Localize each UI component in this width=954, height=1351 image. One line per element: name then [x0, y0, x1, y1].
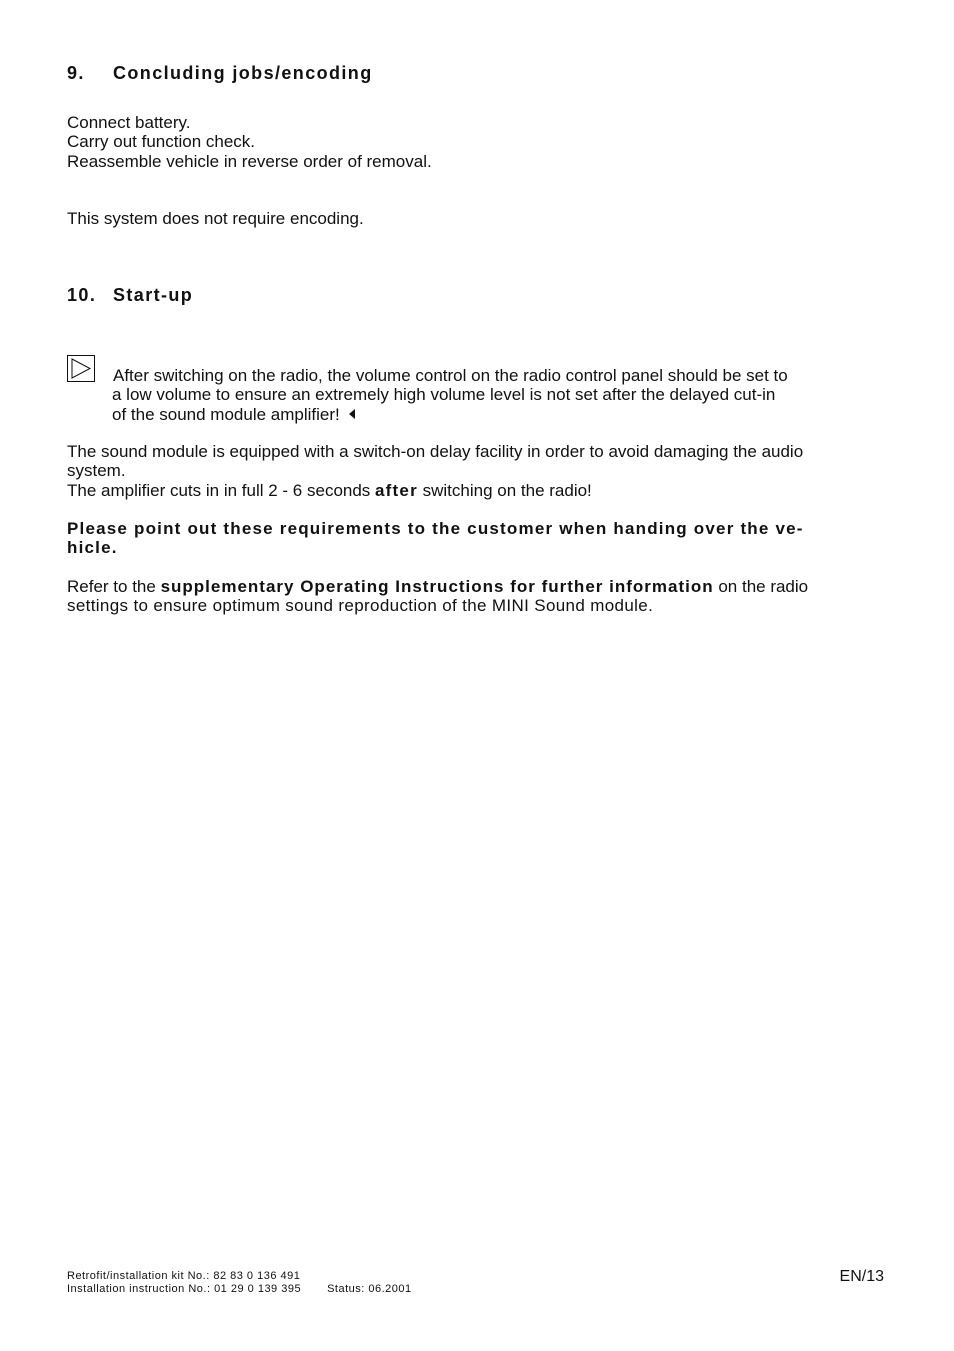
footer-info [67, 1270, 412, 1295]
refer-text-bold: supplementary Operating Instructions for further information [160, 577, 714, 596]
note-line: of the sound module amplifier! [112, 404, 340, 424]
customer-requirement [67, 519, 804, 558]
note-line: After switching on the radio, the volume control on the radio control panel should be set to [113, 366, 788, 385]
delay-line: system. [67, 461, 126, 481]
step-line: Connect battery. [67, 113, 191, 132]
refer-line: settings to ensure optimum sound reproduction of the MINI Sound module. [67, 596, 654, 616]
amplifier-line [67, 481, 803, 500]
customer-line: hicle. [67, 538, 118, 558]
delay-line: The sound module is equipped with a switch-on delay facility in order to avoid damaging the audio [67, 442, 804, 461]
refer-text-before: Refer to the [67, 577, 161, 596]
step-line: Reassemble vehicle in reverse order of removal. [67, 151, 432, 171]
amplifier-text-before: The amplifier cuts in in full 2 - 6 seconds [67, 480, 376, 500]
section-9-title: Concluding jobs/encoding [113, 63, 373, 83]
instruction-line [67, 1283, 412, 1296]
refer-text-after: on the radio [713, 577, 809, 596]
customer-line: Please point out these requirements to the customer when handing over the ve- [67, 519, 804, 538]
page-number: EN/13 [839, 1268, 884, 1285]
step-line: Carry out function check. [67, 132, 256, 152]
play-triangle-icon [67, 355, 95, 382]
encoding-note: This system does not require encoding. [67, 209, 364, 228]
delay-paragraph [67, 442, 803, 500]
section-9-heading [67, 63, 373, 84]
refer-line [67, 577, 808, 596]
note-line-last [112, 405, 788, 424]
triangle-left-icon [349, 409, 355, 419]
status-text: Status: 06.2001 [327, 1282, 412, 1295]
section-9-number: 9. [67, 63, 85, 83]
section-10-number: 10. [67, 285, 97, 305]
refer-paragraph [67, 577, 808, 616]
kit-number: Retrofit/installation kit No.: 82 83 0 136 491 [67, 1270, 301, 1282]
section-10-heading [67, 285, 193, 306]
amplifier-text-after: switching on the radio! [417, 480, 592, 500]
section-10-title: Start-up [113, 285, 194, 305]
amplifier-text-bold: after [375, 480, 418, 500]
note-line: a low volume to ensure an extremely high volume level is not set after the delayed cut-in [112, 385, 776, 405]
start-up-note [113, 366, 788, 424]
instruction-number: Installation instruction No.: 01 29 0 139 395 [67, 1282, 302, 1295]
section-9-steps [67, 113, 432, 171]
